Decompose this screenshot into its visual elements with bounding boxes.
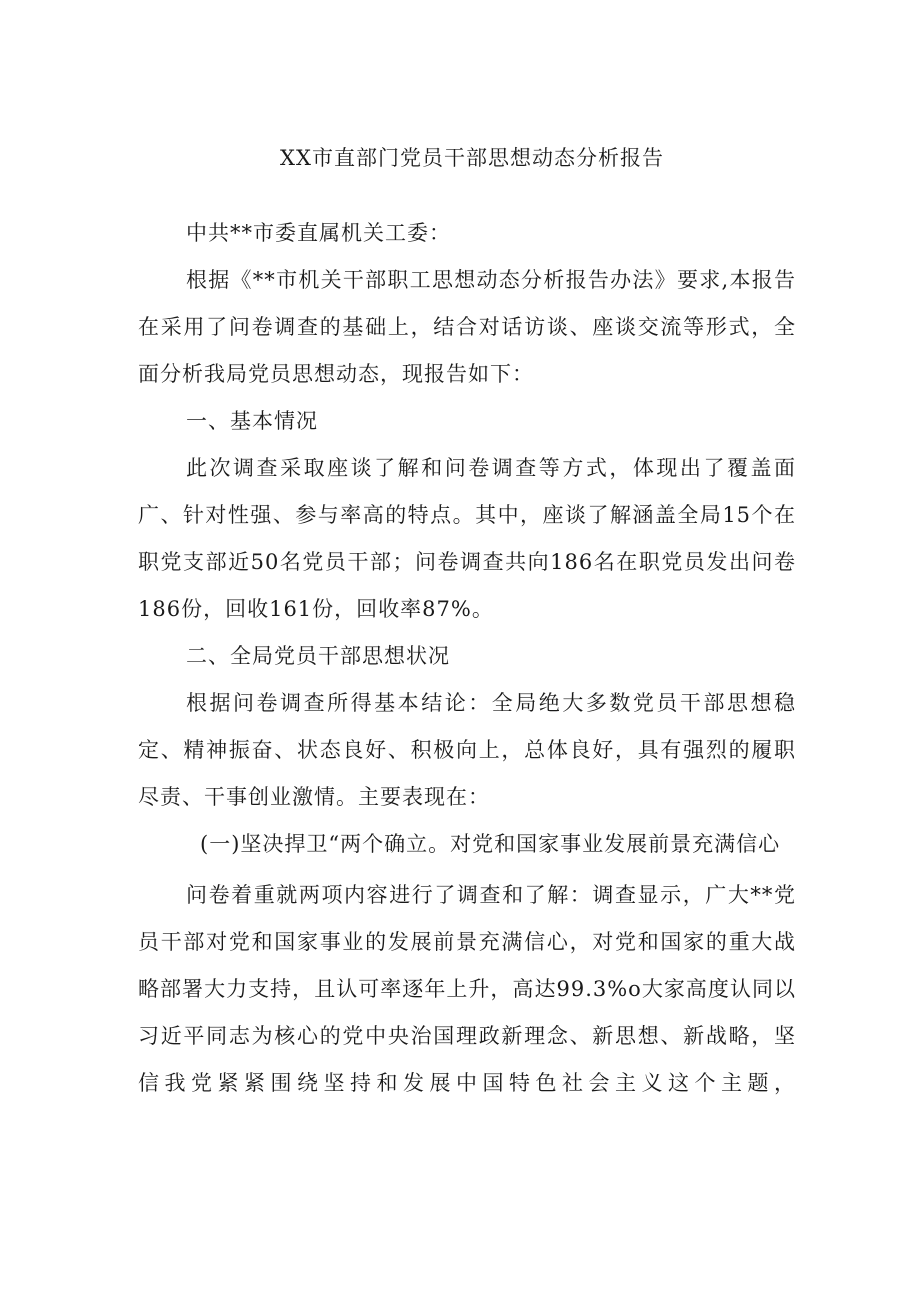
thought-status-paragraph: 根据问卷调查所得基本结论：全局绝大多数党员干部思想稳定、精神振奋、状态良好、积极向上，总体良好，具有强烈的履职尽责、干事创业激情。主要表现在： xyxy=(138,691,796,809)
section-heading-basic-situation: 一、基本情况 xyxy=(186,409,318,433)
salutation: 中共**市委直属机关工委： xyxy=(186,221,451,245)
basic-situation-paragraph: 此次调查采取座谈了解和问卷调查等方式，体现出了覆盖面广、针对性强、参与率高的特点。其中，座谈了解涵盖全局15个在职党支部近50名党员干部；问卷调查共向186名在职党员发出问卷186份，回收161份，回收率87%。 xyxy=(138,456,796,621)
section-heading-thought-status: 二、全局党员干部思想状况 xyxy=(186,644,450,668)
subsection-heading-confidence: (一)坚决捍卫“两个确立。对党和国家事业发展前景充满信心 xyxy=(200,832,781,856)
intro-paragraph: 根据《**市机关干部职工思想动态分析报告办法》要求,本报告在采用了问卷调查的基础上，结合对话访谈、座谈交流等形式，全面分析我局党员思想动态，现报告如下： xyxy=(138,268,796,386)
confidence-paragraph: 问卷着重就两项内容进行了调查和了解：调查显示，广大**党员干部对党和国家事业的发展前景充满信心，对党和国家的重大战略部署大力支持，且认可率逐年上升，高达99.3%o大家高度认同以习近平同志为核心的党中央治国理政新理念、新思想、新战略，坚信我党紧紧围绕坚持和发展中国特色社会主义这个主题， xyxy=(138,883,796,1095)
document-title: XX市直部门党员干部思想动态分析报告 xyxy=(280,146,664,170)
